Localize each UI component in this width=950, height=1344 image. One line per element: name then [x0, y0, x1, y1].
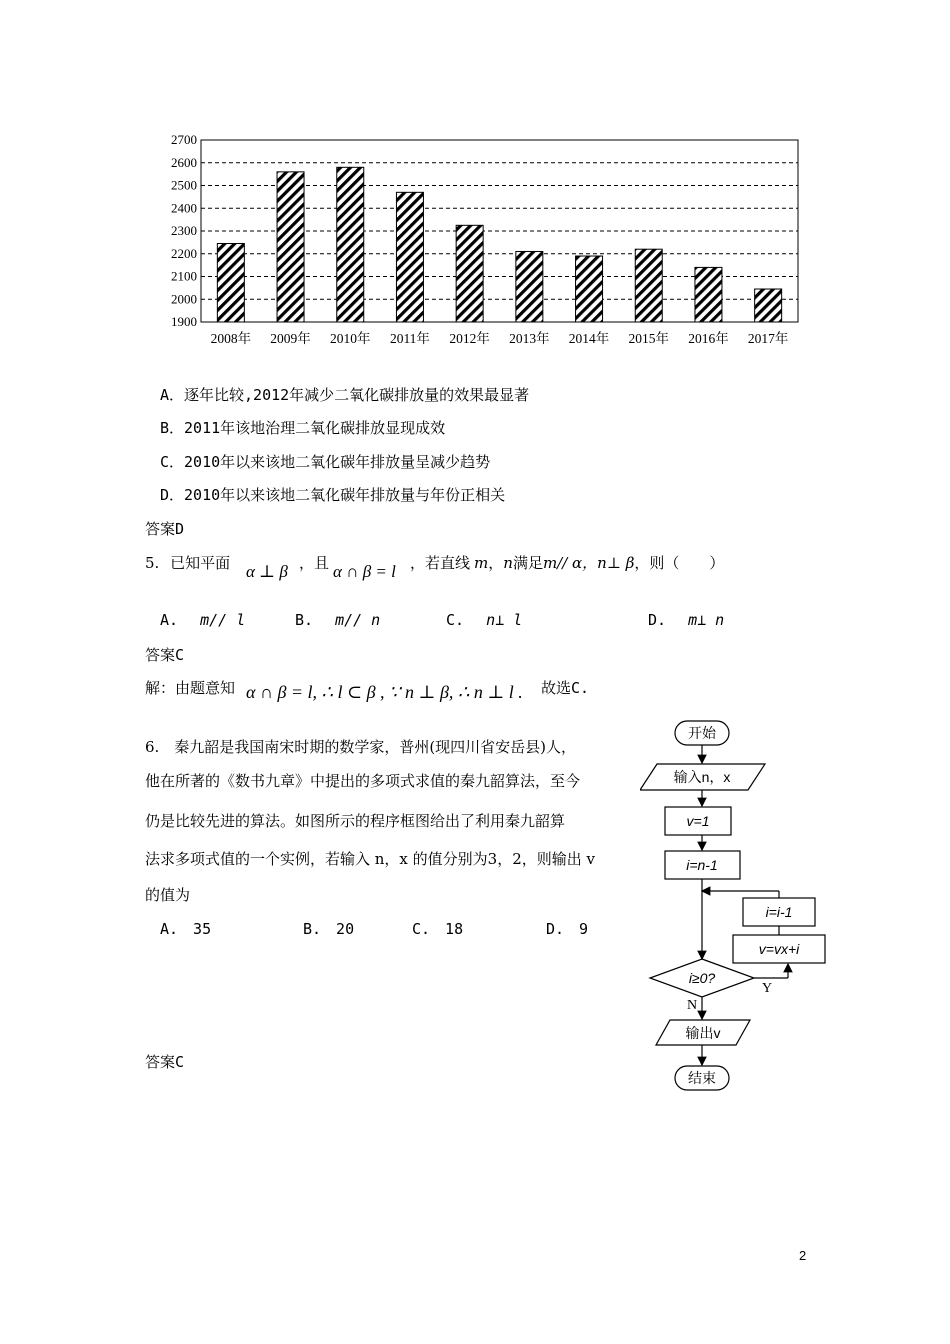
- q6-option-c: C. 18: [412, 920, 464, 938]
- q5-option-a: [160, 611, 245, 629]
- co2-emissions-bar-chart: [160, 128, 810, 353]
- q5-stem-d: 满足: [512, 554, 543, 572]
- y-tick-label: 2500: [171, 177, 197, 193]
- y-tick-label: 2700: [171, 132, 197, 147]
- bar-3: [337, 167, 364, 322]
- x-tick-label: 2009年: [270, 331, 311, 346]
- q5-math-perpendicular: α ⊥ β: [246, 562, 288, 581]
- y-tick-label: 2100: [171, 268, 197, 284]
- flow-start-label: 开始: [688, 725, 716, 741]
- bar-6: [516, 251, 543, 322]
- q4-answer: 答案D: [145, 520, 185, 538]
- q6-answer: 答案C: [145, 1053, 185, 1071]
- q5-stem-a: 已知平面: [170, 554, 231, 572]
- q5-option-b: [295, 611, 380, 629]
- bar-1: [217, 244, 244, 322]
- q5-solution-suffix: 故选C.: [541, 679, 590, 697]
- bar-4: [396, 192, 423, 322]
- q4-option-b: B．2011年该地治理二氧化碳排放显现成效: [160, 419, 446, 437]
- y-tick-label: 2000: [171, 291, 197, 307]
- bar-8: [635, 249, 662, 322]
- q5-option-a-text: m// l: [200, 611, 246, 629]
- q5-stem-c: ，若直线: [410, 554, 471, 572]
- q5-comma: ，: [488, 554, 504, 572]
- q5-option-d: [648, 611, 724, 629]
- q6-option-a: A. 35: [160, 920, 212, 938]
- y-tick-label: 2200: [171, 245, 197, 261]
- q5-option-d-text: m⊥ n: [688, 611, 725, 629]
- page-number: 2: [799, 1248, 807, 1263]
- q5-stem-e: ，则（ ）: [634, 554, 725, 572]
- x-axis-ticks: [211, 330, 789, 346]
- q5-option-c-label: C.: [446, 611, 465, 629]
- q5-option-b-text: m// n: [335, 611, 381, 629]
- flow-input-label: 输入n，x: [673, 769, 731, 785]
- q4-option-c: C．2010年以来该地二氧化碳年排放量呈减少趋势: [160, 453, 491, 471]
- q5-option-a-label: A.: [160, 611, 179, 629]
- q5-math-intersection: α ∩ β = l: [333, 562, 396, 581]
- q5-option-b-label: B.: [295, 611, 314, 629]
- x-tick-label: 2015年: [628, 331, 669, 346]
- q5-stem: [145, 552, 230, 573]
- q5-line-m: m: [474, 554, 489, 572]
- q5-line-n: n: [503, 554, 513, 572]
- x-tick-label: 2011年: [389, 331, 430, 346]
- q5-solution-math: α ∩ β = l, ∴ l ⊂ β , ∵ n ⊥ β, ∴ n ⊥ l .: [246, 682, 523, 702]
- q5-stem-rest: [410, 552, 724, 573]
- q4-option-d: D．2010年以来该地二氧化碳年排放量与年份正相关: [160, 486, 506, 504]
- flow-init-i-label: i=n-1: [686, 857, 718, 873]
- x-tick-label: 2013年: [509, 331, 550, 346]
- flow-no-label: N: [686, 998, 698, 1013]
- q6-line-1: 6. 秦九韶是我国南宋时期的数学家，普州(现四川省安岳县)人，: [145, 738, 577, 756]
- y-axis-ticks: [171, 132, 197, 329]
- q5-option-c-text: n⊥ l: [486, 611, 523, 629]
- flow-yes-label: Y: [761, 981, 773, 996]
- q5-option-d-label: D.: [648, 611, 667, 629]
- q6-line-5: 的值为: [145, 886, 191, 904]
- q6-line-4: 法求多项式值的一个实例，若输入 n，x 的值分别为3，2，则输出 v: [145, 850, 595, 868]
- q5-option-c: [446, 611, 522, 629]
- flow-end-label: 结束: [688, 1070, 716, 1086]
- qin-jiushao-flowchart: [640, 715, 840, 1095]
- x-tick-label: 2016年: [688, 331, 729, 346]
- bar-5: [456, 225, 483, 322]
- x-tick-label: 2008年: [210, 331, 252, 346]
- flow-init-v-label: v=1: [686, 813, 710, 829]
- q5-solution-prefix: 解：由题意知: [145, 679, 236, 697]
- y-tick-label: 1900: [171, 314, 197, 329]
- flow-condition-label: i≥0?: [688, 970, 716, 986]
- x-tick-label: 2012年: [449, 331, 490, 346]
- q5-number: 5.: [145, 554, 160, 572]
- q6-option-b: B. 20: [303, 920, 355, 938]
- flow-output-label: 输出v: [685, 1025, 721, 1041]
- q6-option-d: D. 9: [546, 920, 589, 938]
- bar-7: [576, 256, 603, 322]
- q5-answer: 答案C: [145, 646, 185, 664]
- bar-2: [277, 172, 304, 322]
- flow-update-v-label: v=vx+i: [758, 941, 800, 957]
- q5-stem-b: ，且: [299, 554, 330, 572]
- y-tick-label: 2300: [171, 223, 197, 238]
- chart-bars: [217, 167, 781, 322]
- y-tick-label: 2400: [171, 200, 197, 216]
- x-tick-label: 2010年: [330, 331, 371, 346]
- q5-conditions: m// α，n⊥ β: [542, 554, 635, 572]
- y-tick-label: 2600: [171, 154, 197, 170]
- q6-line-3: 仍是比较先进的算法。如图所示的程序框图给出了利用秦九韶算: [145, 812, 566, 830]
- q4-option-a: A．逐年比较,2012年减少二氧化碳排放量的效果最显著: [160, 386, 530, 404]
- x-tick-label: 2017年: [747, 331, 789, 346]
- flow-dec-i-label: i=i-1: [765, 904, 793, 920]
- bar-10: [755, 289, 782, 322]
- q6-line-2: 他在所著的《数书九章》中提出的多项式求值的秦九韶算法，至今: [145, 772, 581, 790]
- x-tick-label: 2014年: [568, 331, 610, 346]
- bar-9: [695, 267, 722, 322]
